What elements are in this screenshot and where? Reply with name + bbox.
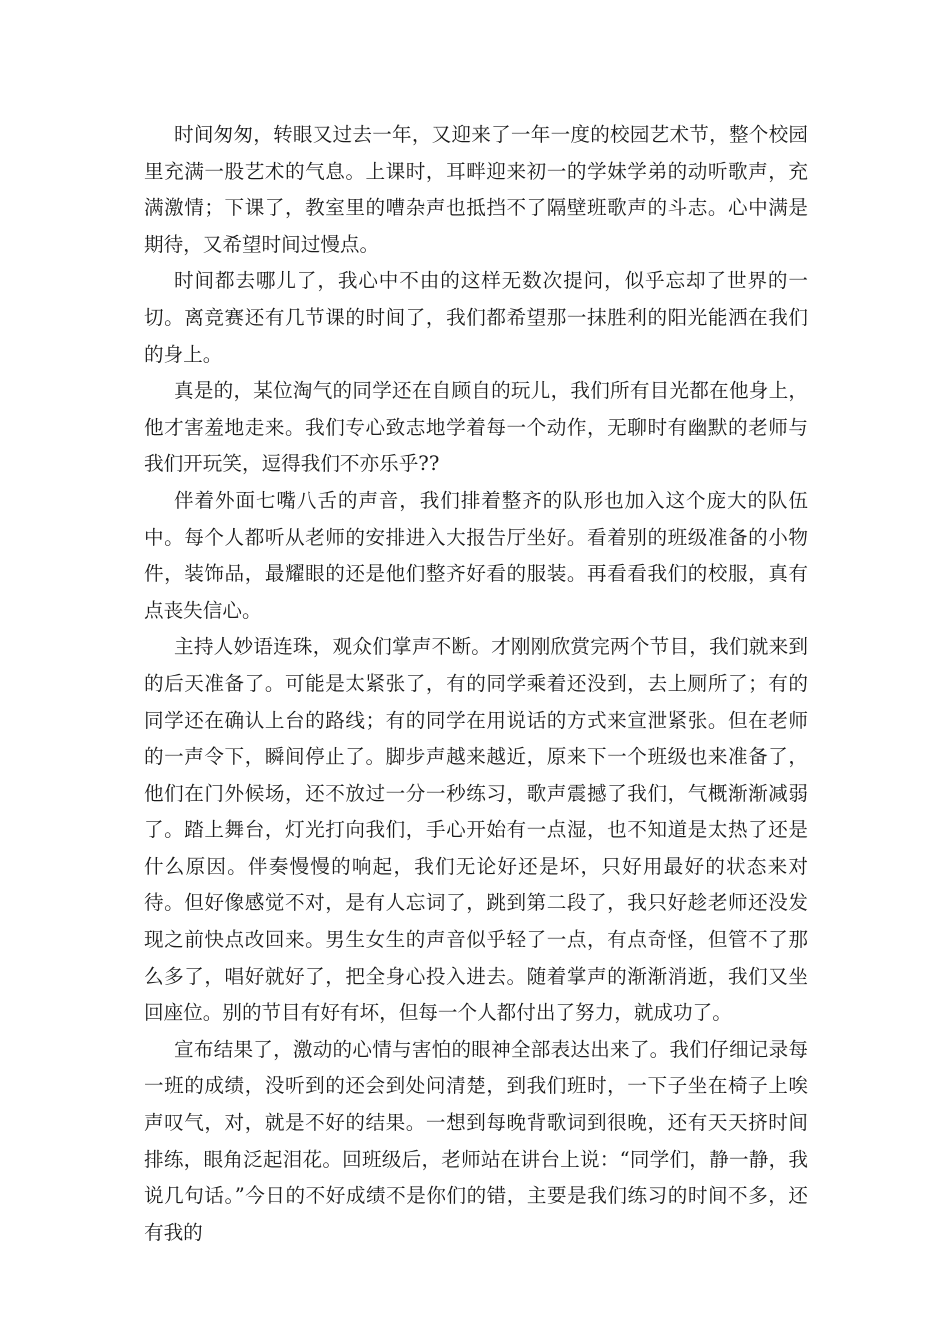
- paragraph-2: 时间都去哪儿了，我心中不由的这样无数次提问，似乎忘却了世界的一切。离竞赛还有几节课的时间了，我们都希望那一抹胜利的阳光能洒在我们的身上。: [144, 269, 808, 366]
- paragraph-6: 宣布结果了，激动的心情与害怕的眼神全部表达出来了。我们仔细记录每一班的成绩，没听到的还会到处问清楚，到我们班时，一下子坐在椅子上唉声叹气，对，就是不好的结果。一想到每晚背歌词到很晚，还有天天挤时间排练，眼角泛起泪花。回班级后，老师站在讲台上说：“同学们，静一静，我说几句话。”今日的不好成绩不是你们的错，主要是我们练习的时间不多，还有我的: [144, 1037, 808, 1244]
- paragraph-4: 伴着外面七嘴八舌的声音，我们排着整齐的队形也加入这个庞大的队伍中。每个人都听从老师的安排进入大报告厅坐好。看着别的班级准备的小物件，装饰品，最耀眼的还是他们整齐好看的服装。再看看我们的校服，真有点丧失信心。: [144, 488, 808, 622]
- paragraph-5: 主持人妙语连珠，观众们掌声不断。才刚刚欣赏完两个节目，我们就来到的后天准备了。可能是太紧张了，有的同学乘着还没到，去上厕所了；有的同学还在确认上台的路线；有的同学在用说话的方式来宣泄紧张。但在老师的一声令下，瞬间停止了。脚步声越来越近，原来下一个班级也来准备了，他们在门外候场，还不放过一分一秒练习，歌声震撼了我们，气概渐渐减弱了。踏上舞台，灯光打向我们，手心开始有一点湿，也不知道是太热了还是什么原因。伴奏慢慢的响起，我们无论好还是坏，只好用最好的状态来对待。但好像感觉不对，是有人忘词了，跳到第二段了，我只好趁老师还没发现之前快点改回来。男生女生的声音似乎轻了一点，有点奇怪，但管不了那么多了，唱好就好了，把全身心投入进去。随着掌声的渐渐消逝，我们又坐回座位。别的节目有好有坏，但每一个人都付出了努力，就成功了。: [144, 635, 808, 1025]
- paragraph-1: 时间匆匆，转眼又过去一年，又迎来了一年一度的校园艺术节，整个校园里充满一股艺术的气息。上课时，耳畔迎来初一的学妹学弟的动听歌声，充满激情；下课了，教室里的嘈杂声也抵挡不了隔壁班歌声的斗志。心中满是期待，又希望时间过慢点。: [144, 123, 808, 256]
- article-body: [144, 117, 808, 1251]
- paragraph-3: 真是的，某位淘气的同学还在自顾自的玩儿，我们所有目光都在他身上，他才害羞地走来。我们专心致志地学着每一个动作，无聊时有幽默的老师与我们开玩笑，逗得我们不亦乐乎??: [144, 379, 808, 476]
